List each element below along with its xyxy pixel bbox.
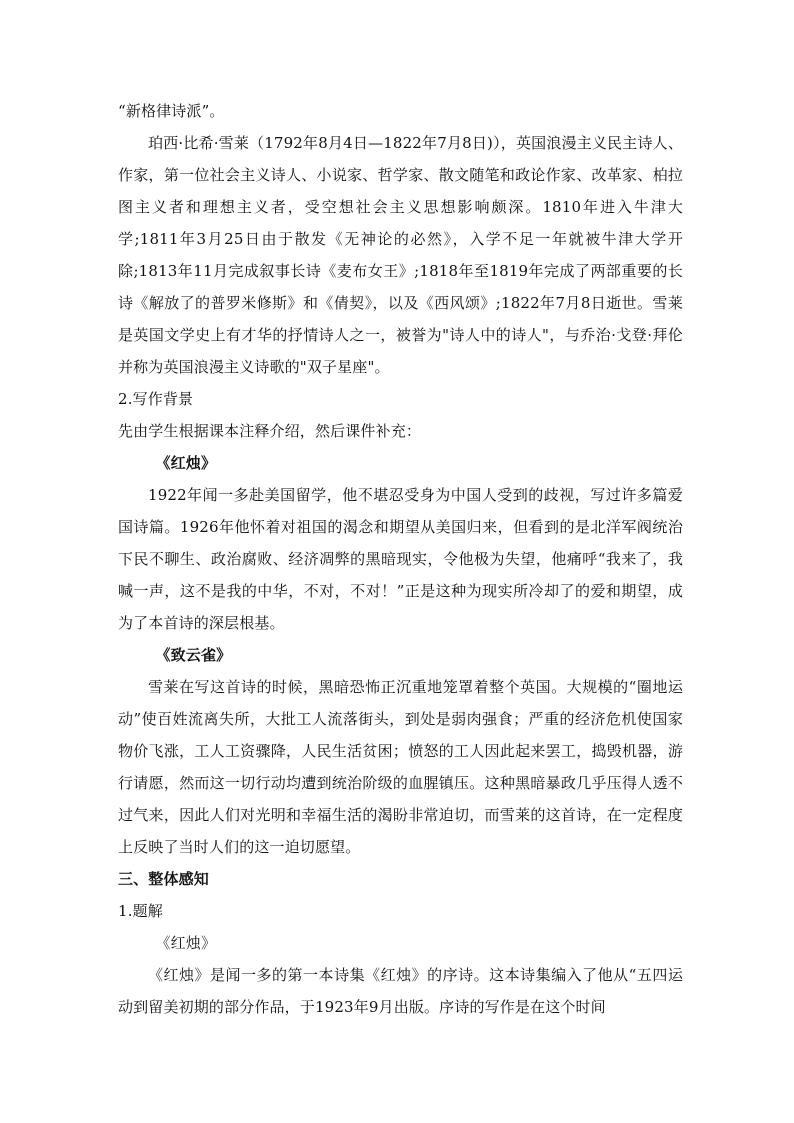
paragraph-red-candle-background: 1922年闻一多赴美国留学，他不堪忍受身为中国人受到的歧视，写过许多篇爱国诗篇。1926年他怀着对祖国的渴念和期望从美国归来，但看到的是北洋军阀统治下民不聊生、政治腐败、经济凋弊的黑暗现实，令他极为失望，他痛呼“我来了，我喊一声，这不是我的中华，不对，不对！”正是这种为现实所冷却了的爱和期望，成为了本首诗的深层根基。 [118, 486, 683, 632]
subtitle-red-candle: 《红烛》 [155, 454, 217, 472]
heading-writing-background: 2.写作背景 [118, 390, 194, 408]
paragraph-skylark-background: 雪莱在写这首诗的时候，黑暗恐怖正沉重地笼罩着整个英国。大规模的“圈地运动”使百姓流离失所，大批工人流落街头，到处是弱肉强食；严重的经济危机使国家物价飞涨，工人工资骤降，人民生活贫困；愤怒的工人因此起来罢工，捣毁机器，游行请愿，然而这一切行动均遭到统治阶级的血腥镇压。这种黑暗暴政几乎压得人透不过气来，因此人们对光明和幸福生活的渴盼非常迫切，而雪莱的这首诗，在一定程度上反映了当时人们的这一迫切愿望。 [118, 678, 683, 856]
paragraph-shelley-bio: 珀西·比希·雪莱（1792年8月4日—1822年7月8日)），英国浪漫主义民主诗人、作家，第一位社会主义诗人、小说家、哲学家、散文随笔和政论作家、改革家、柏拉图主义者和理想主义者，受空想社会主义思想影响颇深。1810年进入牛津大学;1811年3月25日由于散发《无神论的必然》，入学不足一年就被牛津大学开除;1813年11月完成叙事长诗《麦布女王》;1818年至1819年完成了两部重要的长诗《解放了的普罗米修斯》和《倩契》，以及《西风颂》;1822年7月8日逝世。雪莱是英国文学史上有才华的抒情诗人之一，被誉为"诗人中的诗人"，与乔治·戈登·拜伦并称为英国浪漫主义诗歌的"双子星座"。 [118, 134, 683, 376]
paragraph-intro-instruction: 先由学生根据课本注释介绍，然后课件补充： [118, 422, 422, 440]
subtitle-red-candle-plain: 《红烛》 [155, 934, 217, 952]
paragraph-continuation: “新格律诗派”。 [118, 102, 225, 120]
subtitle-to-a-skylark: 《致云雀》 [155, 646, 232, 664]
heading-overall-perception: 三、整体感知 [118, 870, 209, 888]
document-body [118, 95, 683, 1023]
paragraph-red-candle-explanation: 《红烛》是闻一多的第一本诗集《红烛》的序诗。这本诗集编入了他从“五四运动到留美初期的部分作品，于1923年9月出版。序诗的写作是在这个时间 [118, 966, 683, 1016]
heading-title-explanation: 1.题解 [118, 902, 163, 920]
